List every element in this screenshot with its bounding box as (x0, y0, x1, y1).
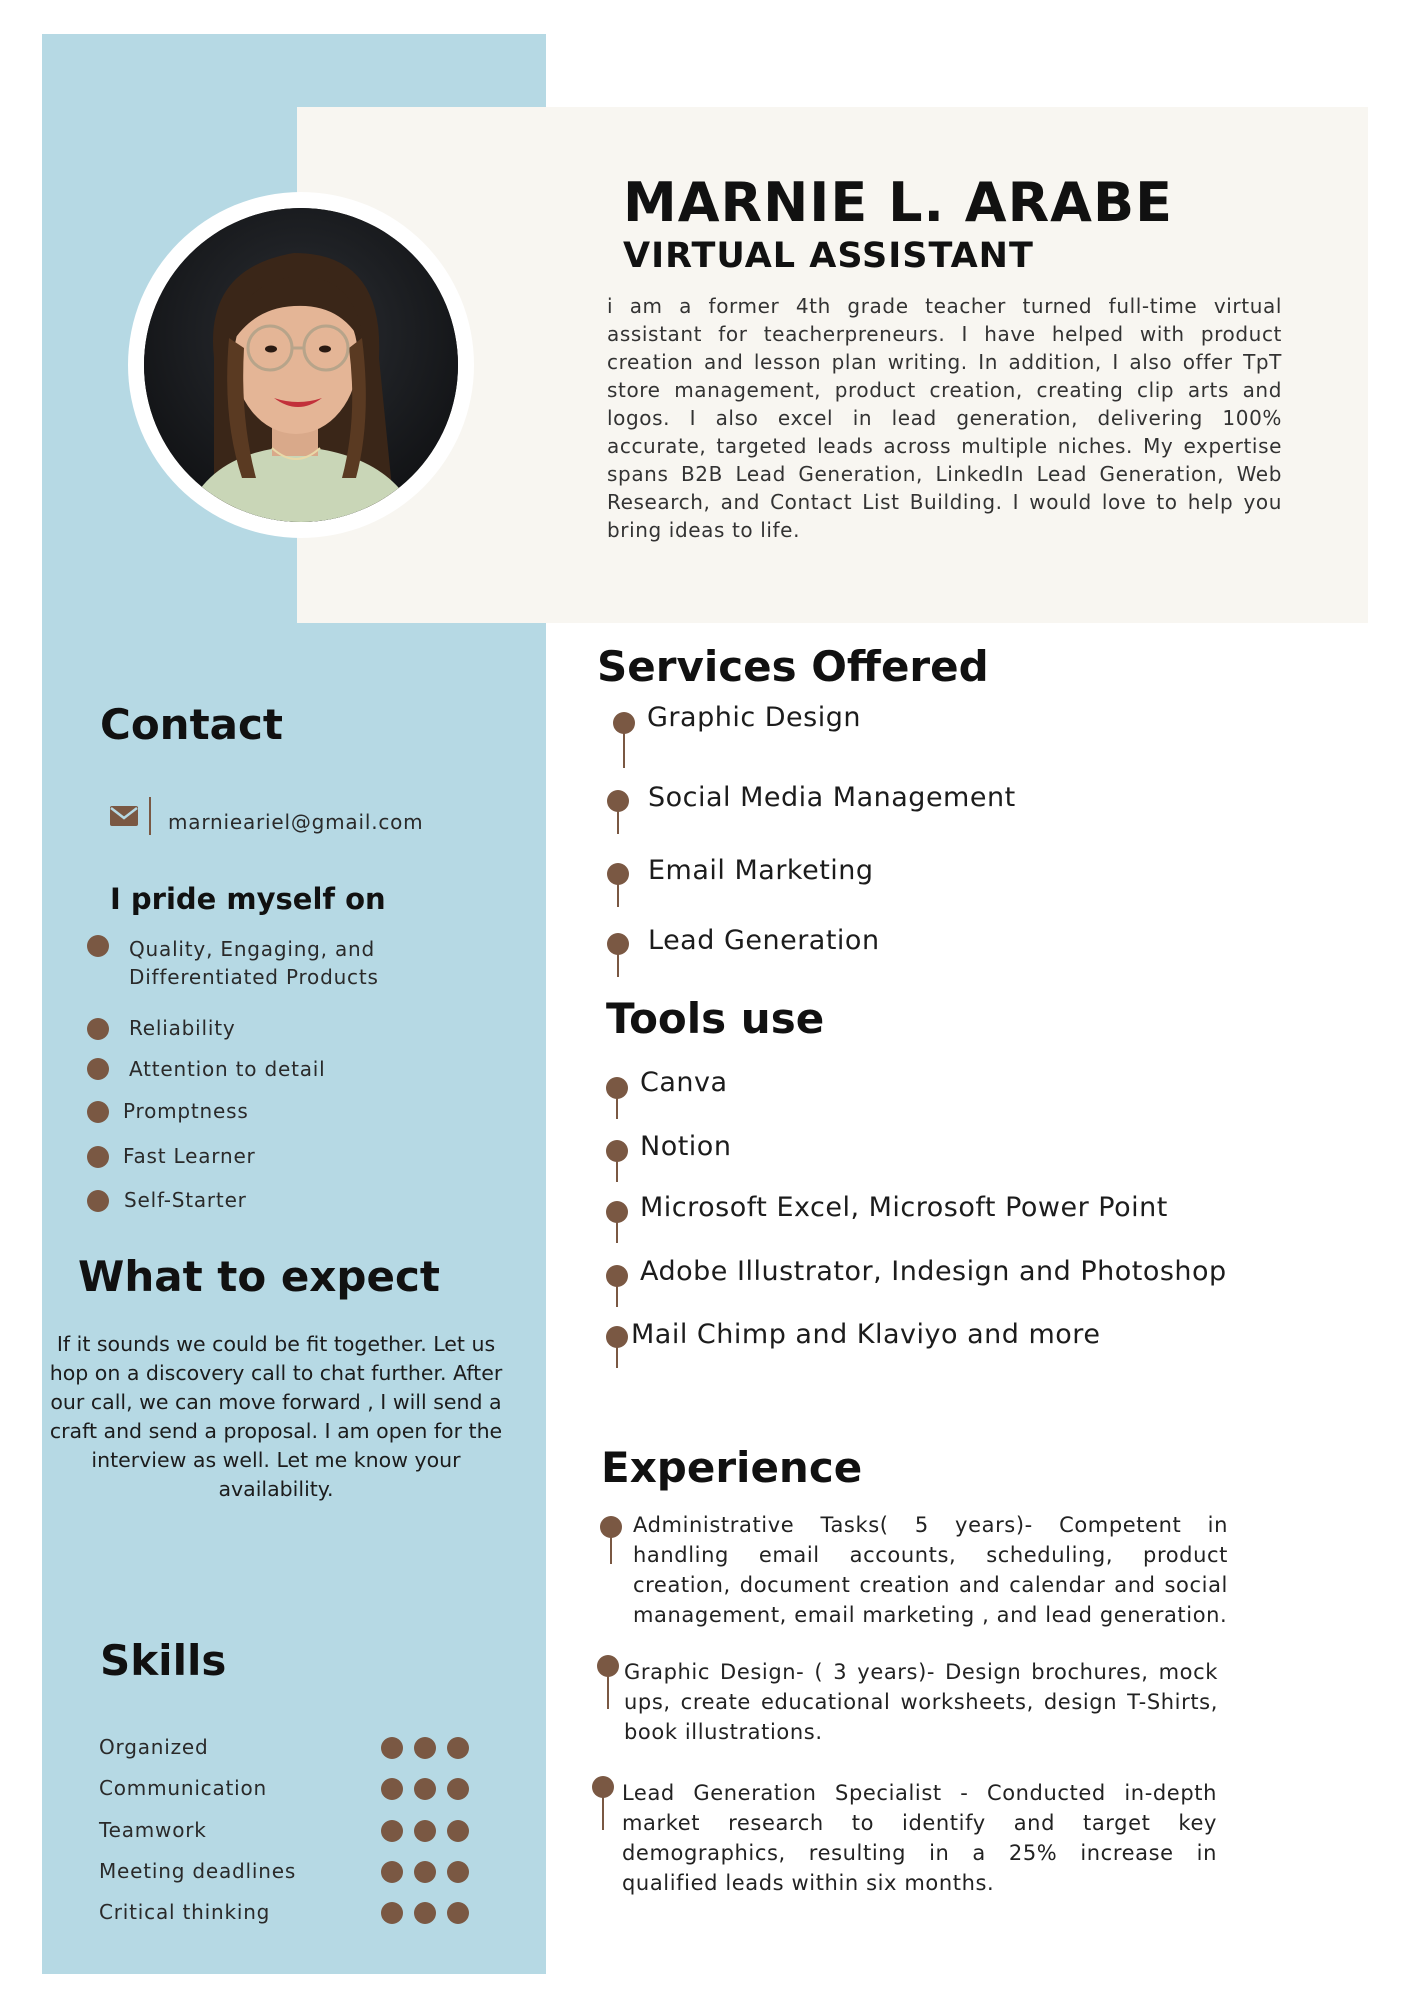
skill-name: Teamwork (99, 1818, 207, 1842)
expect-paragraph: If it sounds we could be fit together. Let us hop on a discovery call to chat further. After our call, we can move forward , I will send a craft and send a proposal. I am open for the interview as well. Let me know your availability. (49, 1332, 503, 1501)
skill-rating-dot (414, 1902, 436, 1924)
pride-item: Self-Starter (124, 1188, 247, 1212)
service-item: Lead Generation (648, 925, 880, 956)
experience-item: Administrative Tasks( 5 years)- Competent in handling email accounts, scheduling, product creation, document creation and calendar and social management, email marketing , and lead generation. (633, 1513, 1228, 1627)
pride-item: Promptness (123, 1099, 249, 1123)
bullet-dot (87, 1101, 109, 1123)
job-title: VIRTUAL ASSISTANT (623, 236, 1034, 276)
skill-rating-dot (381, 1820, 403, 1842)
bullet-dot (87, 1018, 109, 1040)
pride-item: Fast Learner (123, 1144, 256, 1168)
tools-heading: Tools use (606, 994, 825, 1043)
pride-item: Attention to detail (129, 1057, 326, 1081)
bullet-dot (87, 1190, 109, 1212)
service-item: Email Marketing (648, 855, 874, 886)
skill-rating-dot (447, 1820, 469, 1842)
service-item: Graphic Design (647, 702, 861, 733)
contact-heading: Contact (100, 700, 283, 749)
bullet-dot (87, 935, 109, 957)
skill-rating-dot (447, 1902, 469, 1924)
email-link[interactable]: marnieariel@gmail.com (168, 810, 424, 834)
skill-rating-dot (414, 1820, 436, 1842)
bullet-dot (87, 1058, 109, 1080)
skills-heading: Skills (100, 1636, 227, 1685)
tool-item: Mail Chimp and Klaviyo and more (631, 1319, 1101, 1350)
contact-divider (149, 797, 151, 835)
skill-rating-dot (381, 1778, 403, 1800)
skill-name: Communication (99, 1776, 268, 1800)
tool-item: Canva (640, 1067, 728, 1098)
skill-rating-dot (381, 1737, 403, 1759)
expect-heading: What to expect (78, 1252, 440, 1301)
pride-item: Reliability (129, 1016, 236, 1040)
experience-item: Graphic Design- ( 3 years)- Design brochures, mock ups, create educational worksheets, design T-Shirts, book illustrations. (624, 1660, 1218, 1744)
pride-heading: I pride myself on (110, 882, 386, 916)
pride-item: Differentiated Products (129, 965, 379, 989)
skill-rating-dot (381, 1902, 403, 1924)
service-item: Social Media Management (648, 782, 1016, 813)
skill-rating-dot (447, 1778, 469, 1800)
skill-name: Critical thinking (99, 1900, 271, 1924)
experience-item: Lead Generation Specialist - Conducted in-depth market research to identify and target key demographics, resulting in a 25% increase in qualified leads within six months. (622, 1781, 1217, 1895)
tool-item: Adobe Illustrator, Indesign and Photoshop (640, 1256, 1227, 1287)
envelope-icon (110, 806, 138, 830)
profile-photo (144, 208, 458, 522)
bio-paragraph: i am a former 4th grade teacher turned full-time virtual assistant for teacherpreneurs. I have helped with product creation and lesson plan writing. In addition, I also offer TpT store management, product creation, creating clip arts and logos. I also excel in lead generation, delivering 100% accurate, targeted leads across multiple niches. My expertise spans B2B Lead Generation, LinkedIn Lead Generation, Web Research, and Contact List Building. I would love to help you bring ideas to life. (607, 294, 1282, 542)
skill-name: Organized (99, 1735, 209, 1759)
tool-item: Microsoft Excel, Microsoft Power Point (640, 1192, 1168, 1223)
bullet-dot (87, 1146, 109, 1168)
skill-name: Meeting deadlines (99, 1859, 297, 1883)
skill-rating-dot (414, 1778, 436, 1800)
skill-rating-dot (381, 1861, 403, 1883)
candidate-name: MARNIE L. ARABE (623, 171, 1174, 234)
experience-heading: Experience (601, 1443, 863, 1492)
pride-item: Quality, Engaging, and (129, 937, 376, 961)
skill-rating-dot (447, 1861, 469, 1883)
tool-item: Notion (640, 1131, 732, 1162)
skill-rating-dot (414, 1737, 436, 1759)
services-heading: Services Offered (597, 642, 989, 691)
skill-rating-dot (414, 1861, 436, 1883)
skill-rating-dot (447, 1737, 469, 1759)
